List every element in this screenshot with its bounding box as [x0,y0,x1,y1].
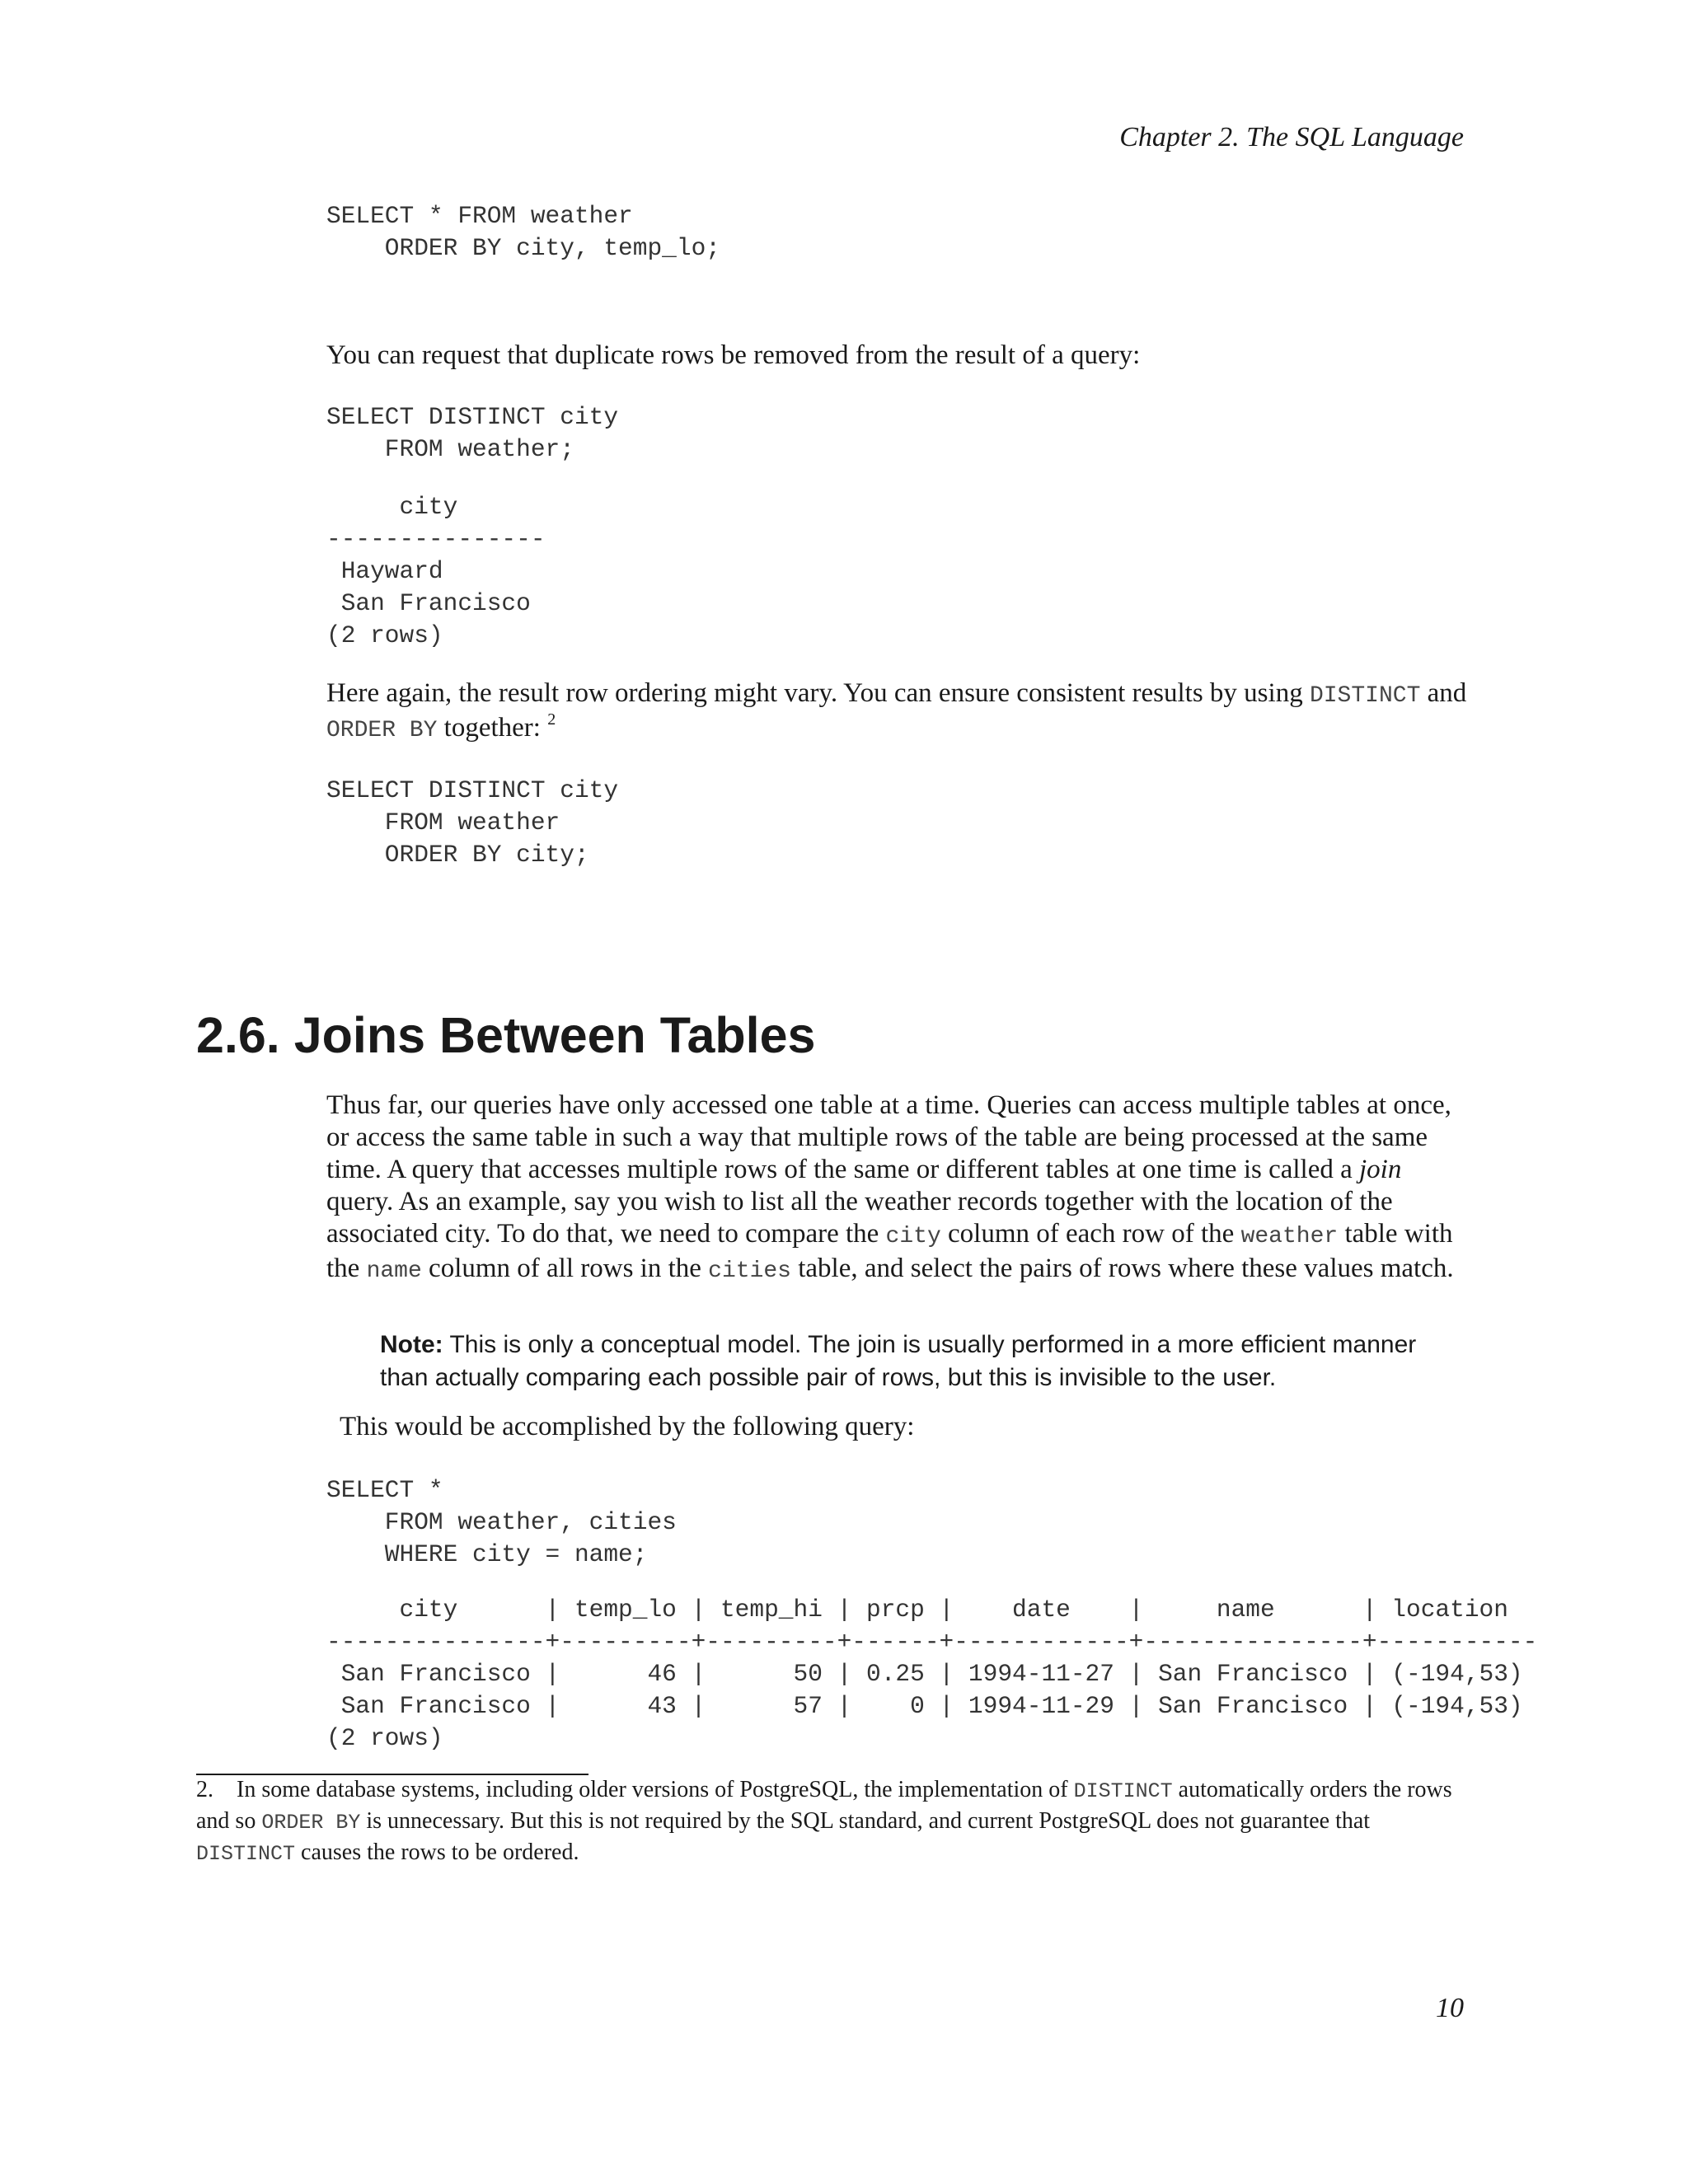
page-number: 10 [1436,1993,1464,2023]
inline-code: weather [1240,1224,1339,1249]
text-segment: is unnecessary. But this is not required by the SQL standard, and current PostgreSQL does not guarantee that [360,1808,1371,1834]
text-segment: In some database systems, including older versions of PostgreSQL, the implementation of [213,1777,1074,1802]
note-label: Note: [380,1331,443,1358]
note-text: This is only a conceptual model. The join is usually performed in a more efficient manner than actually comparing each possible pair of rows, but this is invisible to the user. [380,1331,1417,1391]
text-segment: column of all rows in the [421,1254,709,1283]
paragraph-accomplished: This would be accomplished by the following query: [340,1412,915,1441]
inline-code: name [366,1258,422,1284]
paragraph-ordering [326,677,1467,747]
text-segment: query. As an example, say you wish to list all the weather records together with the location of the associated city. To do that, we need to compare the [326,1187,1393,1249]
text-segment: causes the rows to be ordered. [295,1840,579,1865]
result-block-join: city | temp_lo | temp_hi | prcp | date | name | location ---------------+---------+---------+------+------------+---------------+----------- San Francisco | 46 | 50 | 0.25 | 1994-11-27 | San Francisco | (-194,53) San Francisco | 43 | 57 | 0 | 1994-11-29 | San Francisco | (-194,53) (2 rows) [326,1596,1538,1752]
inline-code: DISTINCT [196,1842,296,1866]
inline-code: ORDER BY [326,718,438,743]
text-segment: table, and select the pairs of rows where these values match. [790,1254,1454,1283]
inline-code: cities [708,1258,791,1284]
text-segment: table with the [326,1219,1453,1283]
code-block-distinct-order: SELECT DISTINCT city FROM weather ORDER BY city; [326,776,619,869]
paragraph-joins [326,1090,1467,1287]
inline-code: DISTINCT [1309,683,1421,709]
text-segment: automatically orders the rows and so [196,1777,1452,1834]
result-block-distinct: city --------------- Hayward San Francisco (2 rows) [326,493,546,649]
text-segment: and [1420,678,1467,708]
code-block-distinct: SELECT DISTINCT city FROM weather; [326,403,619,463]
text-segment: together: [437,713,548,743]
inline-code: ORDER BY [261,1811,361,1835]
section-heading: 2.6. Joins Between Tables [196,1007,816,1063]
text-segment: Here again, the result row ordering might vary. You can ensure consistent results by using [326,678,1310,708]
footnote-number: 2. [196,1777,213,1802]
note-block [380,1329,1468,1394]
text-segment: Thus far, our queries have only accessed one table at a time. Queries can access multiple tables at once, or access the same table in such a way that multiple rows of the table are being processed at the same time. A query that accesses multiple rows of the same or different tables at one time is called a [326,1090,1451,1184]
code-block-join: SELECT * FROM weather, cities WHERE city = name; [326,1476,677,1568]
inline-code: DISTINCT [1073,1779,1173,1803]
inline-code: city [885,1224,941,1249]
paragraph-duplicates: You can request that duplicate rows be removed from the result of a query: [326,340,1141,370]
footnote-ref[interactable]: 2 [547,710,556,729]
code-block-order-by: SELECT * FROM weather ORDER BY city, temp_lo; [326,202,720,262]
emphasis: join [1359,1155,1402,1184]
text-segment: column of each row of the [940,1219,1241,1249]
footnote [196,1774,1470,1869]
chapter-header: Chapter 2. The SQL Language [1119,122,1464,152]
